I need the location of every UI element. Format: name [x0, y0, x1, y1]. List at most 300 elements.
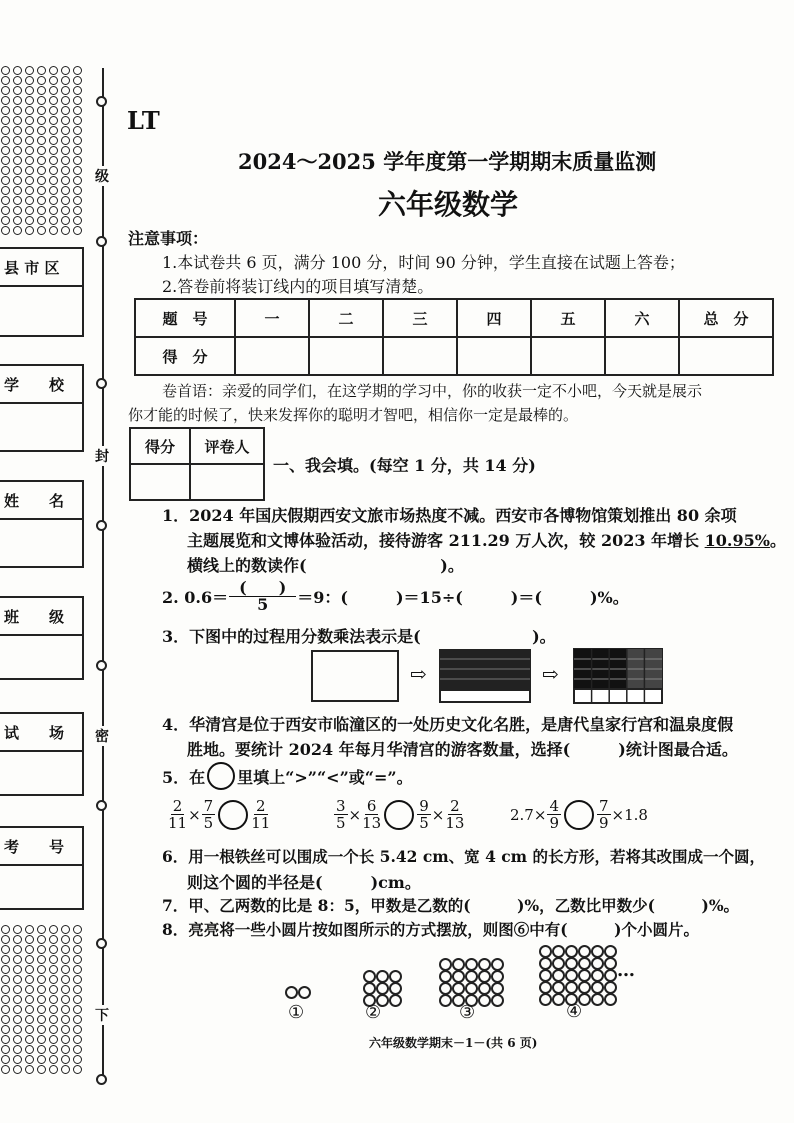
compare-circle-blank[interactable]: [564, 800, 594, 830]
binding-dot: [49, 1055, 58, 1064]
fraction: [362, 798, 381, 831]
small-circle: [298, 986, 311, 999]
binding-dot: [25, 106, 34, 115]
binding-dot: [25, 186, 34, 195]
binding-dot: [25, 76, 34, 85]
binding-dot: [13, 975, 22, 984]
q1-underlined-number: 10.95%: [704, 531, 770, 550]
binding-dot: [61, 146, 70, 155]
binding-dot: [49, 186, 58, 195]
binding-dot: [37, 975, 46, 984]
binding-dot: [1, 186, 10, 195]
binding-dot: [73, 146, 82, 155]
field-label: 学 校: [0, 366, 82, 404]
binding-dot: [73, 136, 82, 145]
q8-line: 8．亮亮将一些小圆片按如图所示的方式摆放，则图⑥中有( )个小圆片。: [162, 920, 699, 939]
score-cell[interactable]: [605, 337, 679, 375]
binding-dot: [49, 1005, 58, 1014]
small-circle: [439, 994, 452, 1007]
binding-dot: [73, 935, 82, 944]
binding-dot: [1, 166, 10, 175]
binding-dot: [37, 206, 46, 215]
q1-text: 主题展览和文博体验活动，接待游客 211.29 万人次，较 2023 年增长: [187, 531, 705, 550]
numerator: 3: [336, 797, 346, 815]
binding-dot: [1, 96, 10, 105]
binding-dot: [25, 86, 34, 95]
binding-mark-xia: 下: [92, 1005, 112, 1025]
binding-dot: [73, 925, 82, 934]
small-circle: [604, 993, 617, 1006]
score-header: 二: [309, 299, 383, 337]
score-header: 三: [383, 299, 457, 337]
binding-dot: [13, 156, 22, 165]
binding-dot: [73, 1025, 82, 1034]
binding-dot: [37, 86, 46, 95]
expression-text: 2.7×: [510, 805, 547, 824]
binding-dot: [13, 1005, 22, 1014]
binding-dot: [73, 196, 82, 205]
notice-heading: 注意事项：: [128, 229, 209, 248]
binding-dot: [1, 86, 10, 95]
field-county[interactable]: [0, 247, 84, 337]
binding-dot: [61, 106, 70, 115]
binding-dot: [13, 166, 22, 175]
field-school[interactable]: [0, 364, 84, 452]
binding-dot: [61, 166, 70, 175]
field-exam-number[interactable]: [0, 826, 84, 910]
binding-dot: [49, 1035, 58, 1044]
binding-dot: [73, 1055, 82, 1064]
small-circle: [539, 993, 552, 1006]
binding-dot: [37, 945, 46, 954]
binding-dot: [25, 136, 34, 145]
denominator: 5: [203, 814, 214, 832]
denominator: 9: [549, 814, 559, 832]
binding-dot: [49, 96, 58, 105]
compare-circle-icon: [207, 762, 235, 790]
grader-score-label: 得分: [130, 428, 190, 464]
binding-dot: [1, 1005, 10, 1014]
binding-dot: [25, 126, 34, 135]
small-circle: [491, 994, 504, 1007]
binding-dot: [61, 186, 70, 195]
binding-dot: [13, 206, 22, 215]
q2-fraction: [229, 580, 296, 613]
binding-dot: [25, 176, 34, 185]
compare-circle-blank[interactable]: [218, 800, 248, 830]
binding-dot: [13, 96, 22, 105]
binding-dot: [49, 995, 58, 1004]
binding-dot: [13, 176, 22, 185]
q5-expression-2: [333, 798, 465, 831]
arrow-icon: ⇨: [410, 662, 427, 686]
binding-dot: [37, 136, 46, 145]
q1-line: 1．2024 年国庆假期西安文旅市场热度不减。西安市各博物馆策划推出 80 余项: [162, 506, 737, 525]
binding-dot: [73, 985, 82, 994]
binding-dot: [13, 935, 22, 944]
binding-dot: [1, 106, 10, 115]
binding-dot: [13, 136, 22, 145]
binding-dot: [61, 76, 70, 85]
score-cell[interactable]: [457, 337, 531, 375]
binding-dot: [73, 96, 82, 105]
q1-answer-line: 横线上的数读作( )。: [187, 556, 464, 575]
binding-dot: [25, 196, 34, 205]
binding-dot: [37, 226, 46, 235]
binding-dot: [25, 965, 34, 974]
binding-dot: [1, 116, 10, 125]
numerator: 7: [598, 797, 609, 815]
binding-mark-ji: 级: [92, 166, 112, 186]
score-cell[interactable]: [309, 337, 383, 375]
binding-dot: [37, 76, 46, 85]
denominator: 9: [598, 814, 609, 832]
times-sign: ×: [348, 805, 362, 824]
binding-mark-feng: 封: [92, 446, 112, 466]
binding-dot: [73, 216, 82, 225]
binding-dot: [13, 1065, 22, 1074]
score-cell[interactable]: [383, 337, 457, 375]
binding-dot: [1, 1065, 10, 1074]
binding-dot: [49, 965, 58, 974]
binding-dot: [61, 975, 70, 984]
fraction: [251, 798, 270, 831]
binding-dot: [73, 965, 82, 974]
binding-dot: [61, 1005, 70, 1014]
field-name[interactable]: [0, 480, 84, 568]
binding-dot: [37, 106, 46, 115]
binding-dot: [13, 1035, 22, 1044]
binding-dot: [61, 995, 70, 1004]
binding-dot: [37, 985, 46, 994]
binding-dot: [61, 206, 70, 215]
binding-dot: [37, 216, 46, 225]
binding-dot: [1, 1015, 10, 1024]
numerator: 9: [419, 797, 429, 815]
binding-dot: [1, 955, 10, 964]
binding-dot: [49, 66, 58, 75]
binding-dot: [13, 186, 22, 195]
field-exam-room[interactable]: [0, 712, 84, 796]
preface-line: 你才能的时候了，快来发挥你的聪明才智吧，相信你一定是最棒的。: [128, 406, 579, 424]
binding-dot: [1, 196, 10, 205]
binding-dot: [13, 106, 22, 115]
notice-item: 2.答卷前将装订线内的项目填写清楚。: [162, 277, 434, 296]
score-header: 五: [531, 299, 605, 337]
binding-dot: [1, 216, 10, 225]
binding-mark-mi: 密: [92, 726, 112, 746]
binding-dot: [13, 1055, 22, 1064]
binding-dot: [37, 925, 46, 934]
score-header: 六: [605, 299, 679, 337]
binding-dot: [49, 156, 58, 165]
binding-dot: [37, 96, 46, 105]
binding-dot: [49, 975, 58, 984]
binding-dot: [73, 126, 82, 135]
numerator: 2: [255, 797, 266, 815]
q1-line: [187, 528, 786, 551]
binding-dot: [25, 156, 34, 165]
denominator: 11: [251, 814, 271, 832]
binding-dot: [37, 116, 46, 125]
binding-dot: [49, 955, 58, 964]
binding-dot-pattern-bottom: [0, 925, 88, 1074]
binding-dot: [49, 136, 58, 145]
binding-dot: [25, 1065, 34, 1074]
small-circle: [285, 986, 298, 999]
q3-shaded-rectangle-2: [573, 648, 663, 704]
binding-dot: [1, 176, 10, 185]
binding-dot: [13, 1015, 22, 1024]
binding-dot: [25, 935, 34, 944]
binding-dot: [61, 1015, 70, 1024]
binding-dot: [25, 995, 34, 1004]
binding-hole: [96, 938, 107, 949]
numerator: 4: [549, 797, 559, 815]
binding-dot: [61, 136, 70, 145]
q3-blank-rectangle: [311, 650, 399, 702]
binding-dot: [1, 126, 10, 135]
binding-dot: [73, 166, 82, 175]
binding-dot: [73, 206, 82, 215]
binding-dot: [37, 176, 46, 185]
compare-circle-blank[interactable]: [384, 800, 414, 830]
binding-dot: [37, 955, 46, 964]
binding-dot: [25, 206, 34, 215]
binding-dot: [37, 995, 46, 1004]
arrow-icon: ⇨: [542, 662, 559, 686]
binding-dot: [1, 935, 10, 944]
binding-dot: [61, 1025, 70, 1034]
binding-dot: [49, 126, 58, 135]
binding-dot: [25, 1055, 34, 1064]
denominator: 13: [362, 814, 382, 832]
binding-dot: [25, 975, 34, 984]
q5-text: 里填上“>”“<”或“=”。: [237, 767, 413, 787]
binding-dot: [61, 116, 70, 125]
binding-dot: [37, 1055, 46, 1064]
numerator: 6: [366, 797, 377, 815]
binding-dot: [49, 206, 58, 215]
binding-dot: [25, 945, 34, 954]
binding-dot: [37, 196, 46, 205]
binding-dot: [61, 985, 70, 994]
field-label: 县 市 区: [0, 249, 82, 287]
grader-reviewer-cell[interactable]: [190, 464, 264, 500]
binding-dot: [1, 965, 10, 974]
section-title: 一、我会填。(每空 1 分，共 14 分): [273, 456, 536, 475]
fraction: [168, 798, 187, 831]
binding-dot: [1, 1025, 10, 1034]
binding-dot: [37, 1035, 46, 1044]
binding-dot: [73, 86, 82, 95]
binding-dot: [13, 146, 22, 155]
binding-dot: [73, 156, 82, 165]
figure-label-2: ②: [365, 1002, 382, 1023]
binding-dot: [37, 166, 46, 175]
binding-dot: [61, 216, 70, 225]
binding-dot: [25, 955, 34, 964]
binding-dot: [25, 116, 34, 125]
binding-dot: [13, 1025, 22, 1034]
fraction: [547, 798, 561, 831]
denominator: 11: [168, 814, 188, 832]
field-label: 班 级: [0, 598, 82, 636]
fraction: [597, 798, 611, 831]
binding-dot: [1, 156, 10, 165]
binding-dot: [1, 76, 10, 85]
binding-dot: [13, 216, 22, 225]
binding-dot: [73, 106, 82, 115]
denominator: 13: [445, 814, 465, 832]
binding-dot: [49, 945, 58, 954]
binding-dot: [49, 166, 58, 175]
binding-dot: [49, 216, 58, 225]
fraction-denominator: 5: [257, 595, 269, 614]
binding-dot: [13, 995, 22, 1004]
binding-dot-pattern-top: [0, 66, 88, 235]
binding-dot: [37, 66, 46, 75]
fraction: [202, 798, 216, 831]
binding-dot: [49, 106, 58, 115]
q3-shaded-rectangle-1: [439, 649, 531, 703]
binding-dot: [73, 1005, 82, 1014]
binding-hole: [96, 1074, 107, 1085]
binding-dot: [25, 66, 34, 75]
q3-line: 3．下图中的过程用分数乘法表示是( )。: [162, 627, 556, 646]
binding-dot: [13, 955, 22, 964]
small-circle: [389, 994, 402, 1007]
binding-dot: [61, 1035, 70, 1044]
field-class[interactable]: [0, 596, 84, 680]
binding-dot: [61, 126, 70, 135]
fraction-numerator[interactable]: ( ): [229, 580, 296, 597]
q5-line: [162, 762, 413, 790]
binding-hole: [96, 660, 107, 671]
numerator: 2: [450, 797, 460, 815]
binding-dot: [73, 1065, 82, 1074]
score-row-label: 得 分: [135, 337, 235, 375]
q4-line: 4．华清宫是位于西安市临潼区的一处历史文化名胜，是唐代皇家行宫和温泉度假: [162, 715, 734, 734]
field-label: 试 场: [0, 714, 82, 752]
binding-dot: [49, 146, 58, 155]
binding-dot: [13, 76, 22, 85]
binding-dot: [49, 86, 58, 95]
binding-dot: [49, 116, 58, 125]
exam-title: 2024～2025 学年度第一学期期末质量监测: [238, 149, 657, 174]
binding-dot: [73, 1015, 82, 1024]
binding-dot: [25, 925, 34, 934]
binding-dot: [61, 945, 70, 954]
binding-dot: [25, 1015, 34, 1024]
q4-line: 胜地。要统计 2024 年每月华清宫的游客数量，选择( )统计图最合适。: [187, 740, 738, 759]
binding-dot: [25, 96, 34, 105]
binding-dot: [61, 86, 70, 95]
binding-dot: [1, 995, 10, 1004]
q1-text: 。: [769, 531, 786, 550]
times-sign: ×: [431, 805, 445, 824]
ellipsis: …: [617, 960, 635, 981]
q5-text: 5．在: [162, 767, 206, 787]
binding-dot: [73, 176, 82, 185]
binding-dot: [73, 1045, 82, 1054]
q7-line: 7．甲、乙两数的比是 8：5，甲数是乙数的( )%，乙数比甲数少( )%。: [162, 896, 740, 915]
binding-dot: [37, 1045, 46, 1054]
fraction: [334, 798, 348, 831]
binding-dot: [37, 146, 46, 155]
score-cell[interactable]: [531, 337, 605, 375]
binding-dot: [37, 186, 46, 195]
binding-dot: [61, 96, 70, 105]
binding-dot: [61, 935, 70, 944]
score-header: 总 分: [679, 299, 773, 337]
binding-dot: [73, 945, 82, 954]
binding-dot: [49, 1045, 58, 1054]
binding-dot: [13, 945, 22, 954]
denominator: 5: [419, 814, 429, 832]
binding-dot: [49, 985, 58, 994]
binding-dot: [49, 176, 58, 185]
binding-dot: [13, 226, 22, 235]
binding-dot: [73, 995, 82, 1004]
binding-dot: [1, 1055, 10, 1064]
q2-line: [162, 580, 629, 613]
grader-score-cell[interactable]: [130, 464, 190, 500]
paper-code: LT: [127, 106, 160, 135]
q2-prefix: 2. 0.6＝: [162, 588, 229, 607]
binding-dot: [49, 1065, 58, 1074]
binding-dot: [25, 226, 34, 235]
figure-label-1: ①: [288, 1002, 305, 1023]
q5-expression-3: [510, 798, 648, 831]
score-cell[interactable]: [235, 337, 309, 375]
binding-dot: [13, 965, 22, 974]
binding-dot: [1, 146, 10, 155]
field-label: 考 号: [0, 828, 82, 866]
binding-dot: [25, 1035, 34, 1044]
notice-item: 1.本试卷共 6 页，满分 100 分，时间 90 分钟，学生直接在试题上答卷；: [162, 253, 685, 272]
times-sign: ×: [188, 805, 201, 824]
binding-dot: [1, 975, 10, 984]
binding-dot: [37, 1065, 46, 1074]
binding-dot: [61, 965, 70, 974]
score-header: 四: [457, 299, 531, 337]
binding-dot: [49, 226, 58, 235]
score-table: [134, 298, 774, 376]
score-cell[interactable]: [679, 337, 773, 375]
binding-dot: [13, 196, 22, 205]
binding-dot: [61, 1065, 70, 1074]
q2-rest: ＝9：( )＝15÷( )＝( )%。: [297, 588, 629, 607]
binding-dot: [13, 925, 22, 934]
binding-dot: [1, 226, 10, 235]
binding-dot: [61, 196, 70, 205]
binding-dot: [25, 146, 34, 155]
binding-hole: [96, 520, 107, 531]
binding-dot: [25, 1025, 34, 1034]
binding-dot: [61, 955, 70, 964]
numerator: 7: [203, 797, 214, 815]
fraction: [445, 798, 464, 831]
binding-dot: [25, 1045, 34, 1054]
binding-dot: [61, 925, 70, 934]
binding-dot: [13, 86, 22, 95]
binding-dot: [49, 935, 58, 944]
binding-dot: [37, 935, 46, 944]
binding-dot: [1, 925, 10, 934]
preface-line: 卷首语：亲爱的同学们，在这学期的学习中，你的收获一定不小吧，今天就是展示: [162, 382, 703, 400]
binding-dot: [61, 1045, 70, 1054]
